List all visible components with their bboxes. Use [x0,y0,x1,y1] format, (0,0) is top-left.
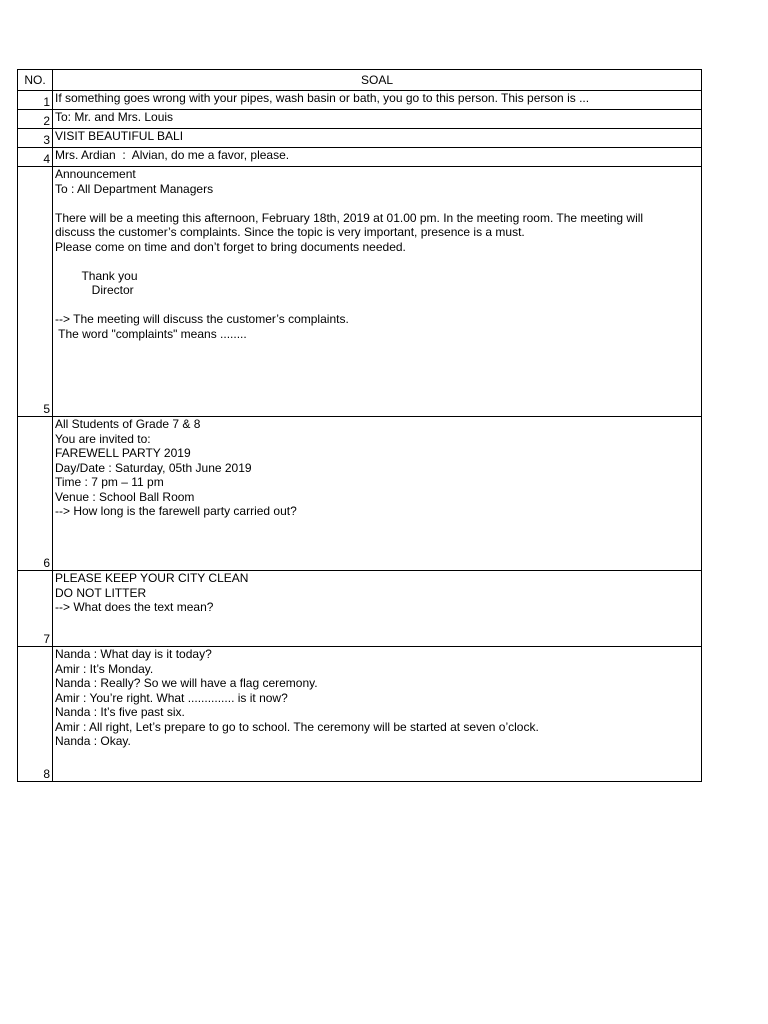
question-text [53,571,702,647]
row-number: 2 [18,110,53,129]
question-line: Time : 7 pm – 11 pm [55,475,164,489]
question-line: If something goes wrong with your pipes, wash basin or bath, you go to this person. This person is ... [55,91,590,105]
question-line: FAREWELL PARTY 2019 [55,446,191,460]
question-line: Thank you [55,268,138,283]
row-number: 6 [18,417,53,571]
row-number: 4 [18,148,53,167]
question-line: Amir : It’s Monday. [55,661,154,676]
question-text [53,129,702,148]
table-row [18,571,702,647]
table-row [18,647,702,782]
question-table [17,69,702,782]
table-row [18,167,702,417]
question-line: Nanda : What day is it today? [55,647,212,661]
question-line: Nanda : It’s five past six. [55,705,185,719]
question-line: Day/Date : Saturday, 05th June 2019 [55,460,252,475]
question-line: Mrs. Ardian : Alvian, do me a favor, please. [55,148,290,162]
question-text [53,647,702,782]
question-text [53,167,702,417]
question-line: There will be a meeting this afternoon, February 18th, 2019 at 01.00 pm. In the meeting room. The meeting will [55,210,644,225]
question-line [55,196,699,211]
row-number: 7 [18,571,53,647]
question-line: Venue : School Ball Room [55,489,195,504]
table-row [18,148,702,167]
question-line: --> What does the text mean? [55,600,214,614]
question-line: Nanda : Okay. [55,734,131,748]
row-number: 3 [18,129,53,148]
header-soal: SOAL [53,70,702,91]
question-line [55,298,699,313]
table-row [18,110,702,129]
question-line: Amir : You’re right. What .............. is it now? [55,690,288,705]
row-number: 8 [18,647,53,782]
row-number: 1 [18,91,53,110]
header-row [18,70,702,91]
question-line: Please come on time and don’t forget to bring documents needed. [55,239,406,254]
row-number: 5 [18,167,53,417]
header-no: NO. [18,70,53,91]
question-line: PLEASE KEEP YOUR CITY CLEAN [55,571,249,585]
question-line: --> The meeting will discuss the customer’s complaints. [55,312,349,326]
question-line: Nanda : Really? So we will have a flag ceremony. [55,676,318,690]
question-line: DO NOT LITTER [55,585,147,600]
question-line: All Students of Grade 7 & 8 [55,417,201,431]
question-line: The word "complaints" means ........ [55,326,247,341]
question-line: --> How long is the farewell party carried out? [55,504,297,518]
question-line: You are invited to: [55,431,151,446]
question-line: Amir : All right, Let’s prepare to go to school. The ceremony will be started at seven o’clock. [55,719,539,734]
question-line [55,254,699,269]
question-line: discuss the customer’s complaints. Since the topic is very important, presence is a must. [55,225,525,239]
question-text [53,148,702,167]
table-row [18,91,702,110]
table-row [18,129,702,148]
question-text [53,417,702,571]
question-line: VISIT BEAUTIFUL BALI [55,129,184,143]
question-text [53,91,702,110]
table-row [18,417,702,571]
question-line: To: Mr. and Mrs. Louis [55,110,174,124]
question-text [53,110,702,129]
question-line: Announcement [55,167,136,181]
question-line: To : All Department Managers [55,181,214,196]
question-line: Director [55,283,134,297]
